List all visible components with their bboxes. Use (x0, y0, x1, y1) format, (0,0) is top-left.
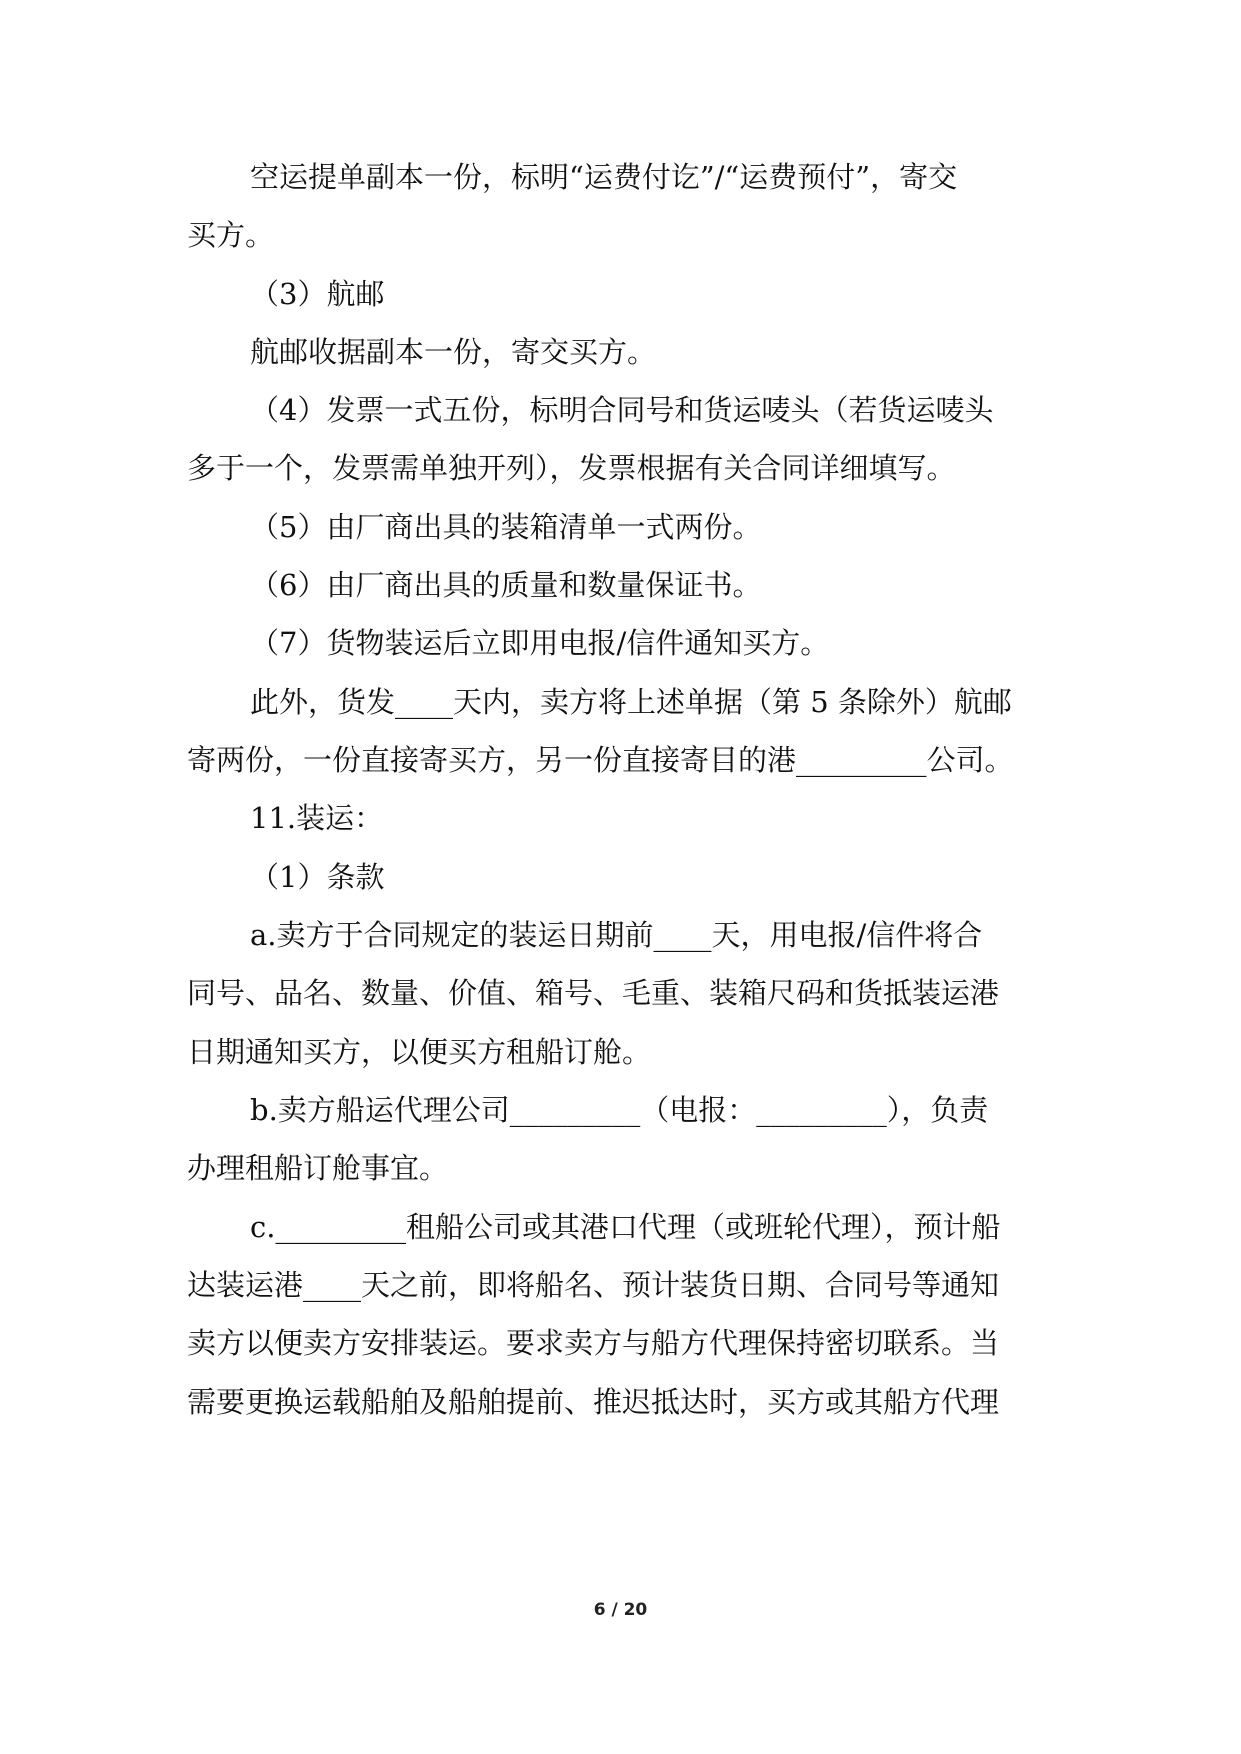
page-number: 6 / 20 (593, 1600, 648, 1620)
text-line: 日期通知买方，以便买方租船订舱。 (187, 1035, 652, 1069)
text-line: （6）由厂商出具的质量和数量保证书。 (250, 568, 762, 602)
text-line: （1）条款 (250, 860, 385, 894)
text-line: 多于一个，发票需单独开列），发票根据有关合同详细填写。 (187, 451, 956, 485)
text-line: （4）发票一式五份，标明合同号和货运唛头（若货运唛头 (250, 393, 994, 427)
text-line: c._________租船公司或其港口代理（或班轮代理），预计船 (250, 1210, 1001, 1244)
text-line: b.卖方船运代理公司_________（电报：_________），负责 (250, 1093, 989, 1127)
text-line: 办理租船订舱事宜。 (187, 1151, 449, 1185)
text-line: 同号、品名、数量、价值、箱号、毛重、装箱尺码和货抵装运港 (187, 976, 1000, 1010)
text-line: 寄两份，一份直接寄买方，另一份直接寄目的港_________公司。 (187, 743, 1014, 777)
text-line: 航邮收据副本一份，寄交买方。 (250, 335, 657, 369)
text-line: 空运提单副本一份，标明“运费付讫”/“运费预付”，寄交 (250, 160, 958, 194)
text-line: （5）由厂商出具的装箱清单一式两份。 (250, 510, 762, 544)
text-line: a.卖方于合同规定的装运日期前____天，用电报/信件将合 (250, 918, 983, 952)
text-line: 此外，货发____天内，卖方将上述单据（第 5 条除外）航邮 (250, 685, 1012, 719)
text-line: 达装运港____天之前，即将船名、预计装货日期、合同号等通知 (187, 1268, 1000, 1302)
text-line: （3）航邮 (250, 277, 385, 311)
text-line: （7）货物装运后立即用电报/信件通知买方。 (250, 626, 830, 660)
text-line: 买方。 (187, 218, 275, 252)
text-line: 需要更换运载船舶及船舶提前、推迟抵达时，买方或其船方代理 (187, 1385, 1000, 1419)
text-line: 卖方以便卖方安排装运。要求卖方与船方代理保持密切联系。当 (187, 1326, 1000, 1360)
section-heading: 11.装运： (250, 801, 384, 835)
